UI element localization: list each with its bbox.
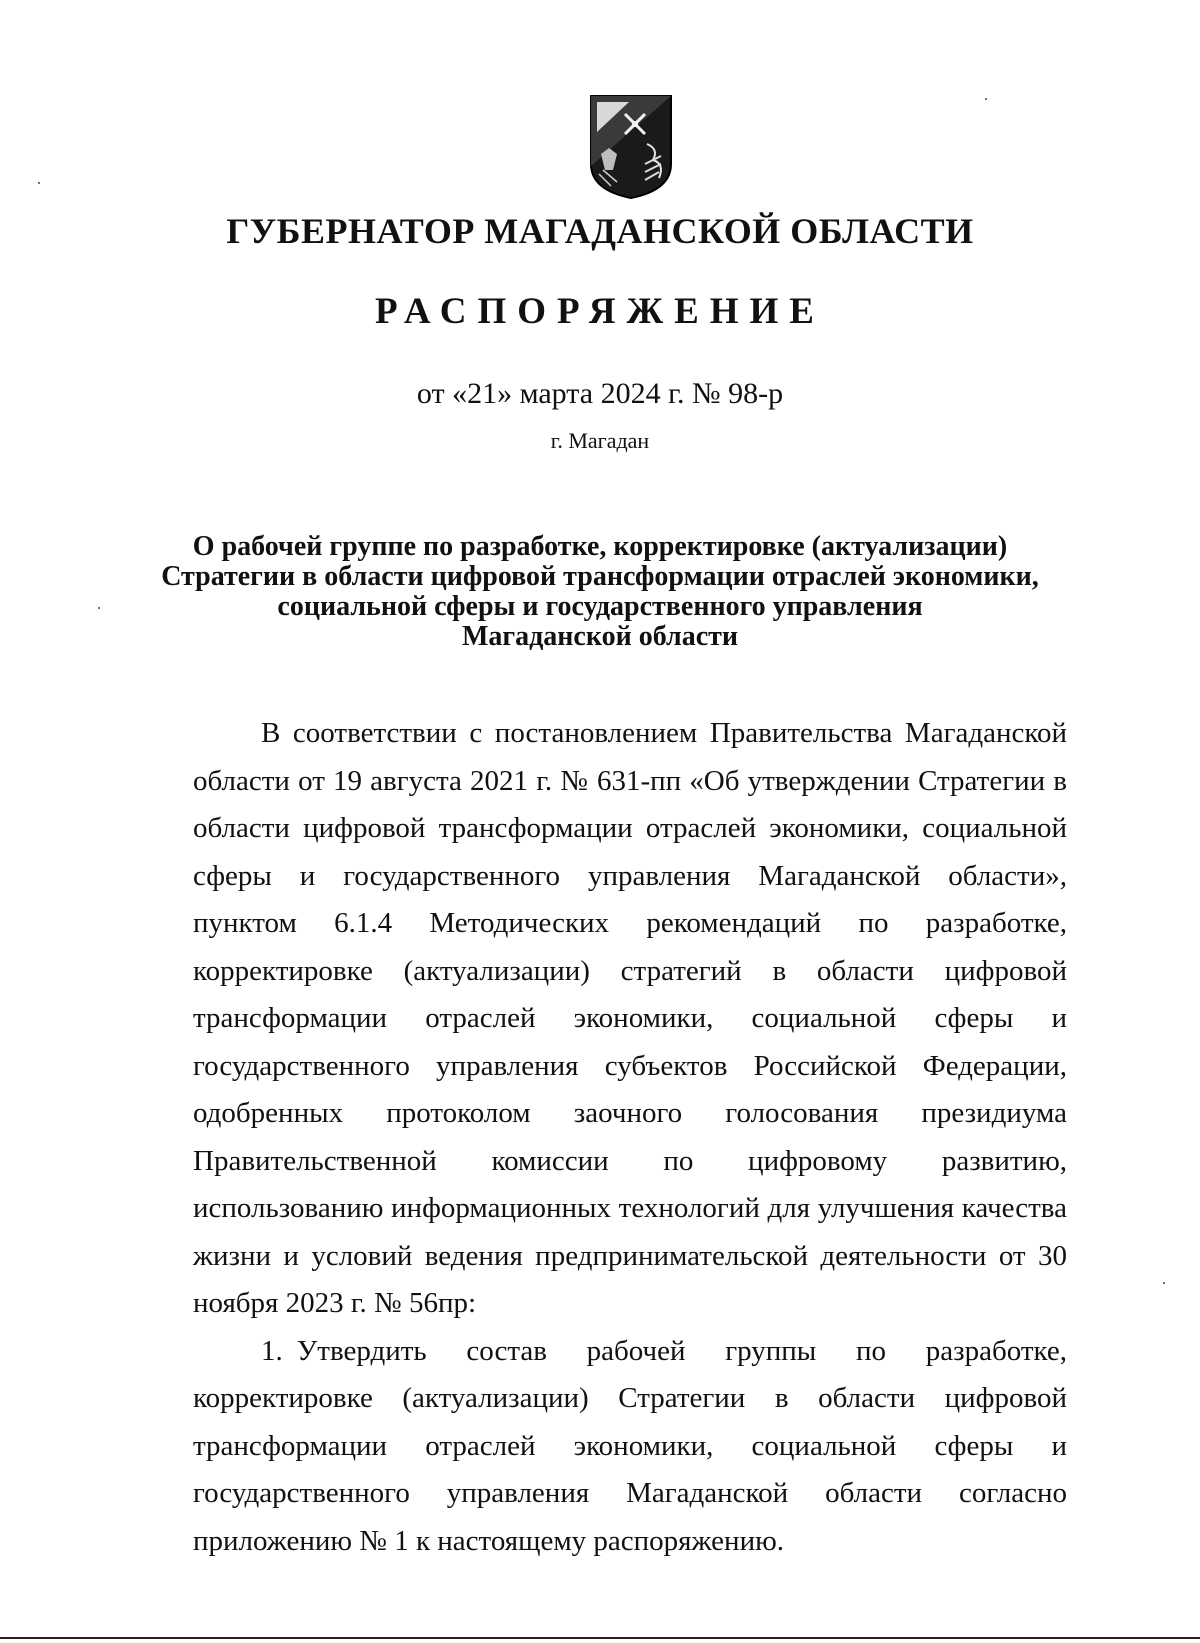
document-subject (0, 532, 1200, 652)
coat-of-arms-icon (589, 94, 673, 200)
scan-edge-line (0, 1637, 1200, 1639)
scan-speck (98, 607, 100, 609)
subject-line: О рабочей группе по разработке, корректировке (актуализации) (192, 531, 1008, 562)
subject-line: Магаданской области (461, 621, 739, 652)
document-body (193, 710, 1067, 1565)
list-item (193, 1328, 1067, 1566)
scan-speck (985, 98, 987, 100)
scan-speck (1163, 1282, 1165, 1284)
subject-line: социальной сферы и государственного управления (277, 591, 923, 622)
scan-speck (38, 182, 40, 184)
issuing-authority: ГУБЕРНАТОР МАГАДАНСКОЙ ОБЛАСТИ (226, 211, 974, 251)
document-type: РАСПОРЯЖЕНИЕ (374, 291, 825, 332)
subject-line: Стратегии в области цифровой трансформации отраслей экономики, (161, 561, 1039, 592)
list-item-number: 1. (261, 1334, 283, 1367)
issue-city: г. Магадан (550, 428, 650, 453)
list-item-text: Утвердить состав рабочей группы по разработке, корректировке (актуализации) Стратегии в области цифровой трансформации отраслей экономики, социальной сферы и государственного управления Магаданской области согласно приложению № 1 к настоящему распоряжению. (193, 1334, 1067, 1557)
preamble-paragraph: В соответствии с постановлением Правительства Магаданской области от 19 августа 2021 г. № 631-пп «Об утверждении Стратегии в области цифровой трансформации отраслей экономики, социальной сферы и государственного управления Магаданской области», пунктом 6.1.4 Методических рекомендаций по разработке, корректировке (актуализации) стратегий в области цифровой трансформации отраслей экономики, социальной сферы и государственного управления субъектов Российской Федерации, одобренных протоколом заочного голосования президиума Правительственной комиссии по цифровому развитию, использованию информационных технологий для улучшения качества жизни и условий ведения предпринимательской деятельности от 30 ноября 2023 г. № 56пр: (193, 717, 1067, 1319)
document-date-number: от «21» марта 2024 г. № 98-р (416, 377, 784, 410)
